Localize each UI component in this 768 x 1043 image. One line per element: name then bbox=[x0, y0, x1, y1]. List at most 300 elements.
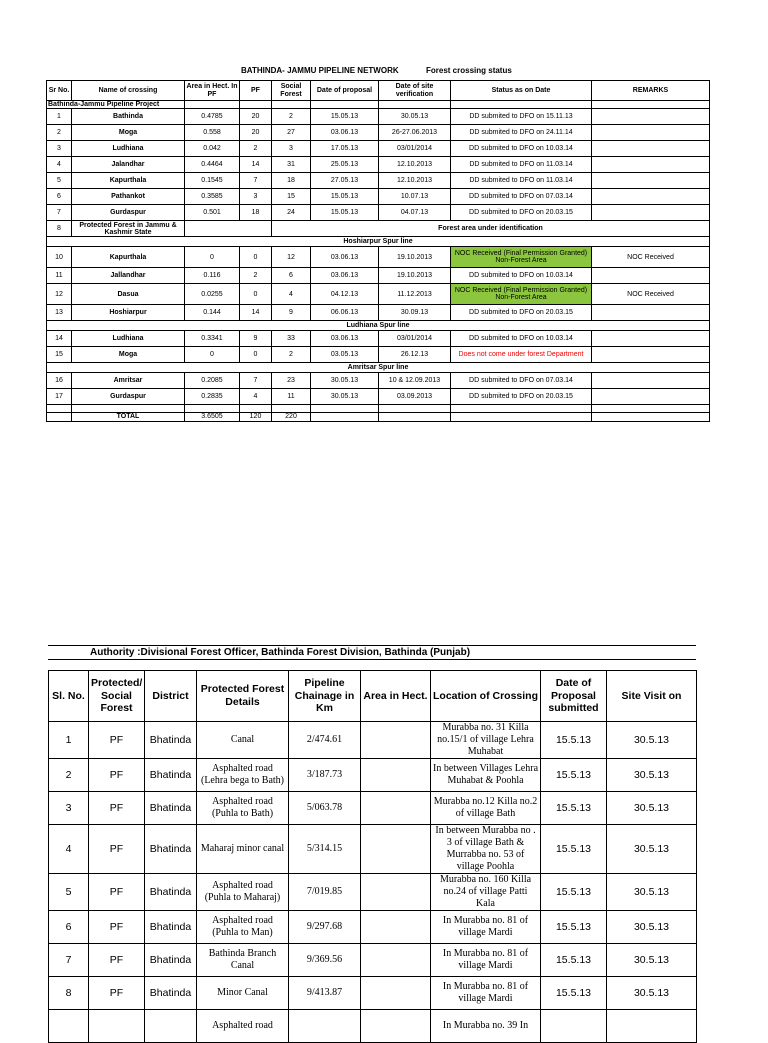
cell-sr: 2 bbox=[47, 125, 72, 141]
cell-status: DD submited to DFO on 20.03.15 bbox=[451, 389, 592, 405]
cell-status: DD submited to DFO on 10.03.14 bbox=[451, 331, 592, 347]
empty-cell bbox=[185, 221, 272, 237]
table-row bbox=[47, 125, 710, 141]
empty-cell bbox=[185, 101, 240, 109]
table1-header-row bbox=[47, 81, 710, 101]
cell-remarks bbox=[592, 109, 710, 125]
cell-social: 2 bbox=[272, 109, 311, 125]
header-social: Social Forest bbox=[272, 81, 311, 101]
table1-body bbox=[47, 101, 710, 422]
cell-district: Bhatinda bbox=[145, 792, 197, 825]
cell-sl: 1 bbox=[49, 722, 89, 759]
cell-dop: 06.06.13 bbox=[311, 305, 379, 321]
cell-location: In Murabba no. 81 of village Mardi bbox=[431, 944, 541, 977]
cell-social: 6 bbox=[272, 268, 311, 284]
cell-remarks bbox=[592, 205, 710, 221]
cell-sr: 14 bbox=[47, 331, 72, 347]
cell-visit: 30.5.13 bbox=[607, 874, 697, 911]
cell-details: Canal bbox=[197, 722, 289, 759]
section-label: Ludhiana Spur line bbox=[47, 321, 710, 331]
cell-visit: 30.5.13 bbox=[607, 825, 697, 874]
cell-chainage: 5/063.78 bbox=[289, 792, 361, 825]
cell-status: DD submited to DFO on 10.03.14 bbox=[451, 141, 592, 157]
table-row bbox=[47, 331, 710, 347]
empty-cell bbox=[47, 405, 72, 413]
cell-type: PF bbox=[89, 792, 145, 825]
cell-pf: 14 bbox=[240, 305, 272, 321]
cell-district: Bhatinda bbox=[145, 911, 197, 944]
blank-row bbox=[47, 405, 710, 413]
cell-dop: 17.05.13 bbox=[311, 141, 379, 157]
cell-sr: 4 bbox=[47, 157, 72, 173]
cell-chainage: 9/297.68 bbox=[289, 911, 361, 944]
empty-cell bbox=[272, 101, 311, 109]
cell-pf: 2 bbox=[240, 268, 272, 284]
cell-name: Kapurthala bbox=[72, 173, 185, 189]
empty-cell bbox=[592, 405, 710, 413]
cell-dsv: 12.10.2013 bbox=[379, 157, 451, 173]
cell-details: Bathinda Branch Canal bbox=[197, 944, 289, 977]
cell-area bbox=[361, 944, 431, 977]
cell-sl: 8 bbox=[49, 977, 89, 1010]
cell-remarks bbox=[592, 347, 710, 363]
cell-district: Bhatinda bbox=[145, 759, 197, 792]
forest-crossing-status-table bbox=[46, 80, 710, 422]
cell-location: Murabba no. 31 Killa no.15/1 of village Lehra Muhabat bbox=[431, 722, 541, 759]
cell-status: Does not come under forest Department bbox=[451, 347, 592, 363]
cell-status: DD submited to DFO on 24.11.14 bbox=[451, 125, 592, 141]
cell-name: Gurdaspur bbox=[72, 205, 185, 221]
cell-status: NOC Received (Final Permission Granted) Non-Forest Area bbox=[451, 284, 592, 305]
header-area: Area in Hect. In PF bbox=[185, 81, 240, 101]
table-row bbox=[47, 347, 710, 363]
cell-social: 33 bbox=[272, 331, 311, 347]
header-dsv: Date of site verification bbox=[379, 81, 451, 101]
cell-type: PF bbox=[89, 825, 145, 874]
cell-sr: 17 bbox=[47, 389, 72, 405]
cell-remarks bbox=[592, 141, 710, 157]
cell-sr: 5 bbox=[47, 173, 72, 189]
table-row bbox=[47, 205, 710, 221]
cell-dsv: 10 & 12.09.2013 bbox=[379, 373, 451, 389]
cell-name: Ludhiana bbox=[72, 331, 185, 347]
table-row bbox=[49, 944, 697, 977]
cell-pf: 14 bbox=[240, 157, 272, 173]
cell-dop: 03.06.13 bbox=[311, 268, 379, 284]
cell-remarks bbox=[592, 173, 710, 189]
cell-name: Gurdaspur bbox=[72, 389, 185, 405]
cell-dsv: 30.05.13 bbox=[379, 109, 451, 125]
cell-area: 0.2085 bbox=[185, 373, 240, 389]
cell-dsv: 19.10.2013 bbox=[379, 247, 451, 268]
cell-remarks bbox=[592, 331, 710, 347]
cell-area bbox=[361, 977, 431, 1010]
cell-name: Jalandhar bbox=[72, 157, 185, 173]
cell-dop: 30.05.13 bbox=[311, 389, 379, 405]
empty-cell bbox=[379, 101, 451, 109]
empty-cell bbox=[379, 413, 451, 421]
cell-remarks bbox=[592, 189, 710, 205]
cell-dop: 03.06.13 bbox=[311, 247, 379, 268]
cell-area: 0.501 bbox=[185, 205, 240, 221]
cell-remarks bbox=[592, 305, 710, 321]
header-area2: Area in Hect. bbox=[361, 671, 431, 722]
total-area: 3.6505 bbox=[185, 413, 240, 421]
header-status: Status as on Date bbox=[451, 81, 592, 101]
cell-status: DD submited to DFO on 20.03.15 bbox=[451, 305, 592, 321]
cell-district: Bhatinda bbox=[145, 977, 197, 1010]
cell-note: Forest area under identification bbox=[272, 221, 710, 237]
empty-cell bbox=[311, 413, 379, 421]
cell-area bbox=[361, 722, 431, 759]
cell-sr: 16 bbox=[47, 373, 72, 389]
cell-dsv: 19.10.2013 bbox=[379, 268, 451, 284]
cell-area: 0.116 bbox=[185, 268, 240, 284]
cell-dop: 03.05.13 bbox=[311, 347, 379, 363]
cell-sl bbox=[49, 1010, 89, 1043]
table-row bbox=[47, 247, 710, 268]
cell-area: 0.4464 bbox=[185, 157, 240, 173]
cell-pf: 9 bbox=[240, 331, 272, 347]
empty-cell bbox=[240, 405, 272, 413]
cell-name: Moga bbox=[72, 125, 185, 141]
table-row bbox=[47, 284, 710, 305]
cell-visit: 30.5.13 bbox=[607, 759, 697, 792]
cell-social: 12 bbox=[272, 247, 311, 268]
cell-type: PF bbox=[89, 977, 145, 1010]
cell-pf: 0 bbox=[240, 347, 272, 363]
header-visit: Site Visit on bbox=[607, 671, 697, 722]
cell-remarks bbox=[592, 268, 710, 284]
cell-social: 3 bbox=[272, 141, 311, 157]
section-ludhiana bbox=[47, 321, 710, 331]
table1-subtitle: Forest crossing status bbox=[426, 66, 512, 75]
section-hoshiarpur bbox=[47, 237, 710, 247]
cell-sl: 5 bbox=[49, 874, 89, 911]
cell-name: Bathinda bbox=[72, 109, 185, 125]
cell-status: DD submited to DFO on 10.03.14 bbox=[451, 268, 592, 284]
table-row bbox=[49, 1010, 697, 1043]
cell-area: 0.144 bbox=[185, 305, 240, 321]
header-name: Name of crossing bbox=[72, 81, 185, 101]
empty-cell bbox=[272, 405, 311, 413]
cell-status: DD submited to DFO on 20.03.15 bbox=[451, 205, 592, 221]
cell-dsv: 26-27.06.2013 bbox=[379, 125, 451, 141]
empty-cell bbox=[451, 413, 592, 421]
cell-dop: 15.5.13 bbox=[541, 874, 607, 911]
cell-pf: 20 bbox=[240, 125, 272, 141]
cell-status: DD submited to DFO on 07.03.14 bbox=[451, 189, 592, 205]
cell-dsv: 12.10.2013 bbox=[379, 173, 451, 189]
empty-cell bbox=[311, 101, 379, 109]
table2-header-row bbox=[49, 671, 697, 722]
cell-district: Bhatinda bbox=[145, 944, 197, 977]
cell-pf: 2 bbox=[240, 141, 272, 157]
cell-sr: 13 bbox=[47, 305, 72, 321]
table-row bbox=[47, 389, 710, 405]
cell-dsv: 03/01/2014 bbox=[379, 141, 451, 157]
cell-type bbox=[89, 1010, 145, 1043]
cell-location: Murabba no.12 Killa no.2 of village Bath bbox=[431, 792, 541, 825]
header-remarks: REMARKS bbox=[592, 81, 710, 101]
cell-visit: 30.5.13 bbox=[607, 792, 697, 825]
cell-area bbox=[361, 825, 431, 874]
cell-chainage: 9/369.56 bbox=[289, 944, 361, 977]
cell-area bbox=[361, 874, 431, 911]
header-type: Protected/ Social Forest bbox=[89, 671, 145, 722]
cell-pf: 20 bbox=[240, 109, 272, 125]
cell-chainage: 7/019.85 bbox=[289, 874, 361, 911]
cell-district bbox=[145, 1010, 197, 1043]
cell-district: Bhatinda bbox=[145, 874, 197, 911]
cell-sl: 6 bbox=[49, 911, 89, 944]
table-row bbox=[49, 792, 697, 825]
cell-pf: 4 bbox=[240, 389, 272, 405]
empty-cell bbox=[451, 101, 592, 109]
cell-sr: 7 bbox=[47, 205, 72, 221]
header-district: District bbox=[145, 671, 197, 722]
header-pf: PF bbox=[240, 81, 272, 101]
cell-name: Ludhiana bbox=[72, 141, 185, 157]
cell-pf: 3 bbox=[240, 189, 272, 205]
cell-type: PF bbox=[89, 722, 145, 759]
table-row bbox=[47, 373, 710, 389]
cell-sr: 12 bbox=[47, 284, 72, 305]
cell-social: 24 bbox=[272, 205, 311, 221]
cell-status: NOC Received (Final Permission Granted) Non-Forest Area bbox=[451, 247, 592, 268]
cell-name: Jallandhar bbox=[72, 268, 185, 284]
cell-social: 18 bbox=[272, 173, 311, 189]
cell-sl: 7 bbox=[49, 944, 89, 977]
cell-chainage: 2/474.61 bbox=[289, 722, 361, 759]
cell-visit: 30.5.13 bbox=[607, 911, 697, 944]
section-amritsar bbox=[47, 363, 710, 373]
table-row bbox=[49, 759, 697, 792]
cell-sr: 10 bbox=[47, 247, 72, 268]
cell-area: 0.3341 bbox=[185, 331, 240, 347]
cell-sr: 15 bbox=[47, 347, 72, 363]
cell-dop: 15.5.13 bbox=[541, 722, 607, 759]
cell-details: Asphalted road (Puhla to Man) bbox=[197, 911, 289, 944]
cell-visit: 30.5.13 bbox=[607, 944, 697, 977]
total-pf: 120 bbox=[240, 413, 272, 421]
divider-line bbox=[48, 659, 696, 660]
cell-location: In between Murabba no . 3 of village Bath & Murrabba no. 53 of village Poohla bbox=[431, 825, 541, 874]
cell-dop: 15.5.13 bbox=[541, 977, 607, 1010]
cell-sr: 11 bbox=[47, 268, 72, 284]
cell-location: In Murabba no. 81 of village Mardi bbox=[431, 977, 541, 1010]
cell-dop: 15.05.13 bbox=[311, 189, 379, 205]
cell-sr: 1 bbox=[47, 109, 72, 125]
cell-status: DD submited to DFO on 07.03.14 bbox=[451, 373, 592, 389]
cell-location: In Murabba no. 39 In bbox=[431, 1010, 541, 1043]
section-label: Hoshiarpur Spur line bbox=[47, 237, 710, 247]
cell-name: Protected Forest in Jammu & Kashmir State bbox=[72, 221, 185, 237]
cell-social: 31 bbox=[272, 157, 311, 173]
cell-area: 0.558 bbox=[185, 125, 240, 141]
cell-sl: 2 bbox=[49, 759, 89, 792]
cell-social: 15 bbox=[272, 189, 311, 205]
cell-dsv: 26.12.13 bbox=[379, 347, 451, 363]
cell-type: PF bbox=[89, 944, 145, 977]
cell-status: DD submited to DFO on 11.03.14 bbox=[451, 173, 592, 189]
cell-visit bbox=[607, 1010, 697, 1043]
cell-dop bbox=[541, 1010, 607, 1043]
cell-area bbox=[361, 792, 431, 825]
cell-dop: 03.06.13 bbox=[311, 331, 379, 347]
cell-chainage: 3/187.73 bbox=[289, 759, 361, 792]
cell-details: Asphalted road (Lehra bega to Bath) bbox=[197, 759, 289, 792]
divider-line bbox=[48, 645, 696, 646]
cell-dop: 27.05.13 bbox=[311, 173, 379, 189]
cell-remarks bbox=[592, 125, 710, 141]
header-dop: Date of proposal bbox=[311, 81, 379, 101]
empty-cell bbox=[185, 405, 240, 413]
table-row bbox=[49, 825, 697, 874]
cell-sr: 3 bbox=[47, 141, 72, 157]
cell-dsv: 10.07.13 bbox=[379, 189, 451, 205]
cell-area: 0.042 bbox=[185, 141, 240, 157]
cell-area: 0.0255 bbox=[185, 284, 240, 305]
cell-dop: 30.05.13 bbox=[311, 373, 379, 389]
cell-name: Dasua bbox=[72, 284, 185, 305]
cell-area bbox=[361, 1010, 431, 1043]
cell-chainage: 9/413.87 bbox=[289, 977, 361, 1010]
empty-cell bbox=[451, 405, 592, 413]
cell-pf: 7 bbox=[240, 373, 272, 389]
authority-label: Authority :Divisional Forest Officer, Bathinda Forest Division, Bathinda (Punjab) bbox=[90, 647, 471, 658]
cell-area: 0 bbox=[185, 247, 240, 268]
cell-social: 27 bbox=[272, 125, 311, 141]
cell-type: PF bbox=[89, 874, 145, 911]
cell-pf: 0 bbox=[240, 247, 272, 268]
empty-cell bbox=[379, 405, 451, 413]
cell-dop: 15.5.13 bbox=[541, 759, 607, 792]
cell-visit: 30.5.13 bbox=[607, 977, 697, 1010]
cell-dop: 15.05.13 bbox=[311, 205, 379, 221]
table-row bbox=[47, 173, 710, 189]
cell-remarks bbox=[592, 389, 710, 405]
section-label: Amritsar Spur line bbox=[47, 363, 710, 373]
cell-dop: 15.5.13 bbox=[541, 911, 607, 944]
cell-pf: 0 bbox=[240, 284, 272, 305]
cell-details: Minor Canal bbox=[197, 977, 289, 1010]
cell-district: Bhatinda bbox=[145, 825, 197, 874]
cell-location: Murabba no. 160 Killa no.24 of village Patti Kala bbox=[431, 874, 541, 911]
cell-location: In between Villages Lehra Muhabat & Poohla bbox=[431, 759, 541, 792]
project-label: Bathinda-Jammu Pipeline Project bbox=[47, 101, 185, 109]
table-row bbox=[49, 722, 697, 759]
cell-name: Hoshiarpur bbox=[72, 305, 185, 321]
cell-type: PF bbox=[89, 759, 145, 792]
cell-area bbox=[361, 759, 431, 792]
cell-area: 0.3585 bbox=[185, 189, 240, 205]
cell-name: Moga bbox=[72, 347, 185, 363]
total-label: TOTAL bbox=[72, 413, 185, 421]
cell-sl: 3 bbox=[49, 792, 89, 825]
total-social: 220 bbox=[272, 413, 311, 421]
table-row bbox=[47, 157, 710, 173]
cell-sr: 8 bbox=[47, 221, 72, 237]
header-dop2: Date of Proposal submitted bbox=[541, 671, 607, 722]
empty-cell bbox=[592, 413, 710, 421]
cell-area: 0 bbox=[185, 347, 240, 363]
cell-social: 4 bbox=[272, 284, 311, 305]
cell-remarks: NOC Received bbox=[592, 284, 710, 305]
cell-visit: 30.5.13 bbox=[607, 722, 697, 759]
cell-details: Asphalted road bbox=[197, 1010, 289, 1043]
table-row bbox=[47, 109, 710, 125]
header-chainage: Pipeline Chainage in Km bbox=[289, 671, 361, 722]
empty-cell bbox=[592, 101, 710, 109]
cell-dsv: 03/01/2014 bbox=[379, 331, 451, 347]
table-row bbox=[47, 141, 710, 157]
cell-social: 2 bbox=[272, 347, 311, 363]
cell-dop: 15.5.13 bbox=[541, 792, 607, 825]
cell-area bbox=[361, 911, 431, 944]
header-sl: Sl. No. bbox=[49, 671, 89, 722]
project-row bbox=[47, 101, 710, 109]
cell-dsv: 30.09.13 bbox=[379, 305, 451, 321]
cell-dop: 15.5.13 bbox=[541, 825, 607, 874]
cell-status: DD submited to DFO on 11.03.14 bbox=[451, 157, 592, 173]
cell-area: 0.2835 bbox=[185, 389, 240, 405]
cell-dop: 15.5.13 bbox=[541, 944, 607, 977]
header-details: Protected Forest Details bbox=[197, 671, 289, 722]
cell-sl: 4 bbox=[49, 825, 89, 874]
cell-sr: 6 bbox=[47, 189, 72, 205]
table-row bbox=[47, 268, 710, 284]
cell-dop: 04.12.13 bbox=[311, 284, 379, 305]
cell-remarks bbox=[592, 157, 710, 173]
empty-cell bbox=[72, 405, 185, 413]
cell-area: 0.4785 bbox=[185, 109, 240, 125]
cell-name: Pathankot bbox=[72, 189, 185, 205]
cell-dop: 03.06.13 bbox=[311, 125, 379, 141]
cell-chainage bbox=[289, 1010, 361, 1043]
table-row bbox=[49, 977, 697, 1010]
cell-dsv: 11.12.2013 bbox=[379, 284, 451, 305]
cell-name: Kapurthala bbox=[72, 247, 185, 268]
table-row bbox=[49, 911, 697, 944]
cell-type: PF bbox=[89, 911, 145, 944]
cell-details: Asphalted road (Puhla to Maharaj) bbox=[197, 874, 289, 911]
table-row bbox=[47, 305, 710, 321]
cell-district: Bhatinda bbox=[145, 722, 197, 759]
cell-dop: 15.05.13 bbox=[311, 109, 379, 125]
empty-cell bbox=[47, 413, 72, 421]
cell-location: In Murabba no. 81 of village Mardi bbox=[431, 911, 541, 944]
bathinda-crossings-table bbox=[48, 670, 697, 1043]
cell-dsv: 03.09.2013 bbox=[379, 389, 451, 405]
cell-status: DD submited to DFO on 15.11.13 bbox=[451, 109, 592, 125]
cell-social: 23 bbox=[272, 373, 311, 389]
cell-details: Maharaj minor canal bbox=[197, 825, 289, 874]
cell-dop: 25.05.13 bbox=[311, 157, 379, 173]
empty-cell bbox=[240, 101, 272, 109]
empty-cell bbox=[311, 405, 379, 413]
cell-chainage: 5/314.15 bbox=[289, 825, 361, 874]
table-row bbox=[49, 874, 697, 911]
cell-details: Asphalted road (Puhla to Bath) bbox=[197, 792, 289, 825]
cell-social: 9 bbox=[272, 305, 311, 321]
header-location: Location of Crossing bbox=[431, 671, 541, 722]
table-row bbox=[47, 189, 710, 205]
table-row bbox=[47, 221, 710, 237]
cell-remarks bbox=[592, 373, 710, 389]
cell-pf: 18 bbox=[240, 205, 272, 221]
cell-area: 0.1545 bbox=[185, 173, 240, 189]
